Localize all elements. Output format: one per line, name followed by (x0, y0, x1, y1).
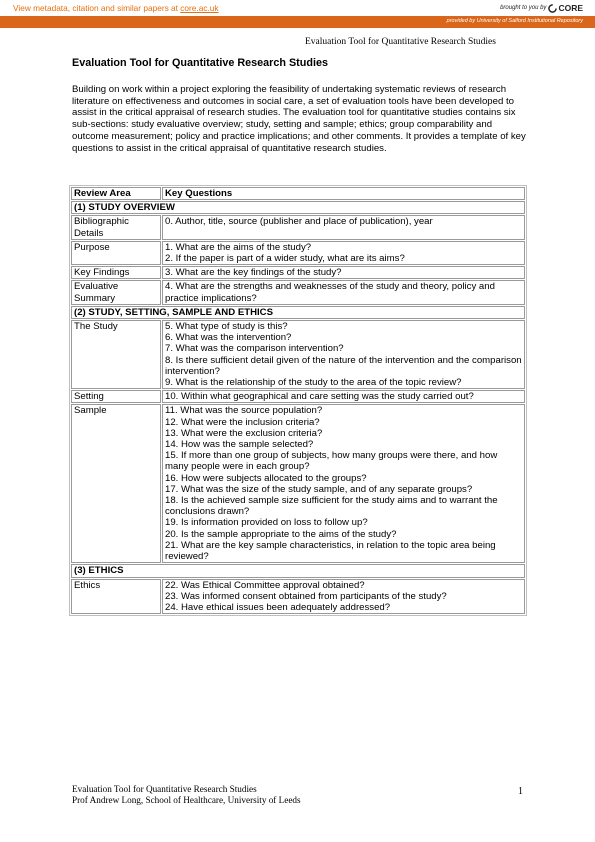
question-item: 4. What are the strengths and weaknesses of the study and theory, policy and practice implications? (165, 281, 495, 304)
section-title: (3) ETHICS (71, 564, 525, 577)
question-item: 15. If more than one group of subjects, how many groups were there, and how many people were in each group? (165, 450, 498, 473)
question-item: 23. Was informed consent obtained from participants of the study? (165, 590, 447, 602)
key-questions-cell (162, 280, 525, 304)
brought-text: brought to you by (500, 5, 547, 11)
footer-author: Prof Andrew Long, School of Healthcare, University of Leeds (72, 795, 301, 805)
abstract-paragraph: Building on work within a project exploring the feasibility of undertaking systematic reviews of research literature on effectiveness and outcomes in social care, a set of evaluation tools have been developed to assist in the critical appraisal of research studies. The evaluation tool for quantitative studies contains six sub-sections: study evaluative overview; study, setting and sample; ethics; group comparability and outcome measurement; policy and practice implications; and other comments. It provides a template of key questions to assist in the critical appraisal of quantitative research studies. (72, 84, 526, 154)
review-area-cell: Purpose (71, 241, 161, 265)
question-item: 6. What was the intervention? (165, 332, 292, 344)
review-area-cell: Evaluative Summary (71, 280, 161, 304)
key-questions-cell (162, 320, 525, 389)
question-item: 1. What are the aims of the study? (165, 241, 312, 253)
header-review-area: Review Area (71, 187, 161, 200)
section-title: (2) STUDY, SETTING, SAMPLE AND ETHICS (71, 306, 525, 319)
question-item: 2. If the paper is part of a wider study, what are its aims? (165, 253, 405, 265)
question-item: 19. Is information provided on loss to follow up? (165, 517, 368, 529)
question-item: 7. What was the comparison intervention? (165, 343, 344, 355)
question-item: 5. What type of study is this? (165, 321, 288, 333)
core-banner (0, 0, 595, 28)
review-area-cell: Sample (71, 404, 161, 563)
question-item: 22. Was Ethical Committee approval obtained? (165, 579, 365, 591)
core-logo-icon (548, 4, 557, 13)
key-questions-cell (162, 404, 525, 563)
question-item: 14. How was the sample selected? (165, 439, 314, 451)
key-questions-cell (162, 579, 525, 615)
running-header: Evaluation Tool for Quantitative Research Studies (305, 37, 496, 47)
footer (72, 784, 301, 806)
core-link[interactable]: core.ac.uk (180, 3, 219, 13)
section-row (71, 564, 525, 577)
review-area-cell: The Study (71, 320, 161, 389)
core-logo[interactable] (548, 3, 583, 13)
question-item: 11. What was the source population? (165, 405, 323, 417)
table-row (71, 266, 525, 279)
section-row (71, 306, 525, 319)
table-header-row (71, 187, 525, 200)
question-item: 24. Have ethical issues been adequately addressed? (165, 601, 391, 613)
review-area-cell: Ethics (71, 579, 161, 615)
review-area-cell: Setting (71, 390, 161, 403)
table-row (71, 320, 525, 389)
table-row (71, 215, 525, 239)
question-item: 8. Is there sufficient detail given of the nature of the intervention and the comparison intervention? (165, 354, 522, 377)
metadata-notice (13, 3, 219, 13)
evaluation-table (69, 185, 527, 616)
review-area-cell: Bibliographic Details (71, 215, 161, 239)
question-item: 20. Is the sample appropriate to the aims of the study? (165, 528, 397, 540)
question-item: 13. What were the exclusion criteria? (165, 427, 323, 439)
brought-by (500, 3, 583, 13)
page-number: 1 (518, 786, 523, 797)
table-row (71, 280, 525, 304)
section-title: (1) STUDY OVERVIEW (71, 201, 525, 214)
table-row (71, 404, 525, 563)
header-key-questions: Key Questions (162, 187, 525, 200)
provided-by-bar (0, 16, 595, 28)
key-questions-cell (162, 266, 525, 279)
footer-title: Evaluation Tool for Quantitative Research Studies (72, 784, 257, 794)
question-item: 16. How were subjects allocated to the groups? (165, 472, 367, 484)
table-row (71, 579, 525, 615)
key-questions-cell (162, 215, 525, 239)
metadata-text: View metadata, citation and similar papers at (13, 3, 181, 13)
key-questions-cell (162, 390, 525, 403)
section-row (71, 201, 525, 214)
table-row (71, 390, 525, 403)
review-area-cell: Key Findings (71, 266, 161, 279)
table-row (71, 241, 525, 265)
key-questions-cell (162, 241, 525, 265)
question-item: 12. What were the inclusion criteria? (165, 416, 320, 428)
question-item: 18. Is the achieved sample size sufficient for the study aims and to warrant the conclusions drawn? (165, 495, 498, 518)
provided-text: provided by University of Salford Institutional Repository (446, 18, 583, 24)
question-item: 0. Author, title, source (publisher and place of publication), year (165, 216, 433, 228)
question-item: 17. What was the size of the study sample, and of any separate groups? (165, 483, 473, 495)
question-item: 10. Within what geographical and care setting was the study carried out? (165, 391, 474, 403)
core-label: CORE (558, 3, 583, 13)
question-item: 21. What are the key sample characteristics, in relation to the topic area being reviewed? (165, 539, 496, 563)
question-item: 3. What are the key findings of the study? (165, 267, 342, 279)
document-title: Evaluation Tool for Quantitative Research Studies (72, 57, 328, 69)
table-body (71, 187, 525, 614)
question-item: 9. What is the relationship of the study to the area of the topic review? (165, 377, 462, 389)
